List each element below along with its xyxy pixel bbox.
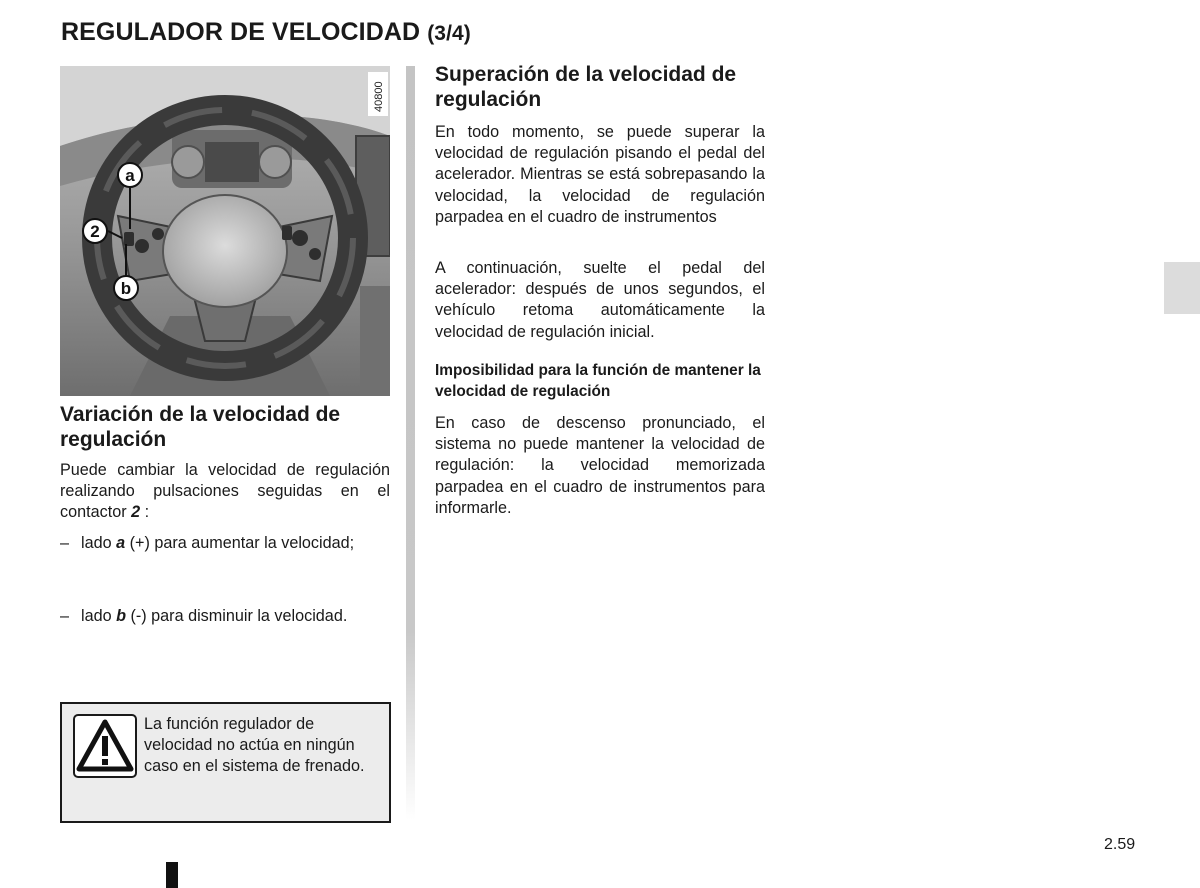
callout-2: 2 [90, 222, 100, 241]
right-heading: Superación de la velocidad de regulación [435, 63, 737, 111]
list-item-text-tail: (-) para disminuir la velocidad. [126, 607, 348, 626]
steering-wheel-illustration [60, 66, 390, 396]
page-number: 2.59 [1104, 836, 1136, 853]
section-tab-marker [1164, 262, 1200, 314]
left-intro-text: Puede cambiar la velocidad de regulación realizando pulsaciones seguidas en el contactor [60, 461, 390, 522]
bottom-marker-bar [166, 862, 178, 888]
callout-a: a [125, 166, 135, 185]
right-paragraph-1: En todo momento, se puede superar la velocidad de regulación pisando el pedal del acelerador. Mientras se está sobrepasando la velocidad, la velocidad de regulación parpadea en el cuadro de instrumentos [435, 123, 765, 226]
page-title-part: (3/4) [427, 22, 471, 45]
left-heading: Variación de la velocidad de regulación [60, 403, 341, 451]
list-item [60, 606, 411, 627]
page-title-text: REGULADOR DE VELOCIDAD [61, 18, 421, 46]
right-subheading: Imposibilidad para la función de mantener la velocidad de regulación [435, 362, 761, 400]
list-item-text-tail: (+) para aumentar la velocidad; [125, 534, 355, 552]
list-dash: – [60, 607, 70, 626]
left-intro-tail: : [140, 503, 150, 522]
warning-triangle-icon [73, 714, 137, 778]
right-paragraph-3: En caso de descenso pronunciado, el sistema no puede mantener la velocidad de regulación: la velocidad memorizada parpadea en el cuadro de instrumentos para informarle. [435, 414, 765, 517]
figure-code: 40800 [373, 81, 385, 112]
right-paragraph-2: A continuación, suelte el pedal del acelerador: después de unos segundos, el vehículo retoma automáticamente la velocidad de regulación inicial. [435, 259, 765, 341]
warning-box [60, 702, 391, 823]
page-title [61, 18, 471, 47]
warning-text: La función regulador de velocidad no actúa en ningún caso en el sistema de frenado. [144, 715, 365, 776]
list-dash: – [60, 534, 70, 552]
list-item-ref: b [116, 607, 126, 626]
left-intro-ref: 2 [131, 503, 141, 522]
column-divider [406, 66, 415, 820]
steering-wheel-figure [60, 66, 390, 396]
callout-b: b [120, 279, 132, 298]
list-item-ref: a [116, 534, 126, 552]
left-intro [60, 460, 390, 524]
list-item [60, 533, 390, 554]
list-item-text: lado [81, 534, 117, 552]
list-item-text: lado [81, 607, 117, 626]
